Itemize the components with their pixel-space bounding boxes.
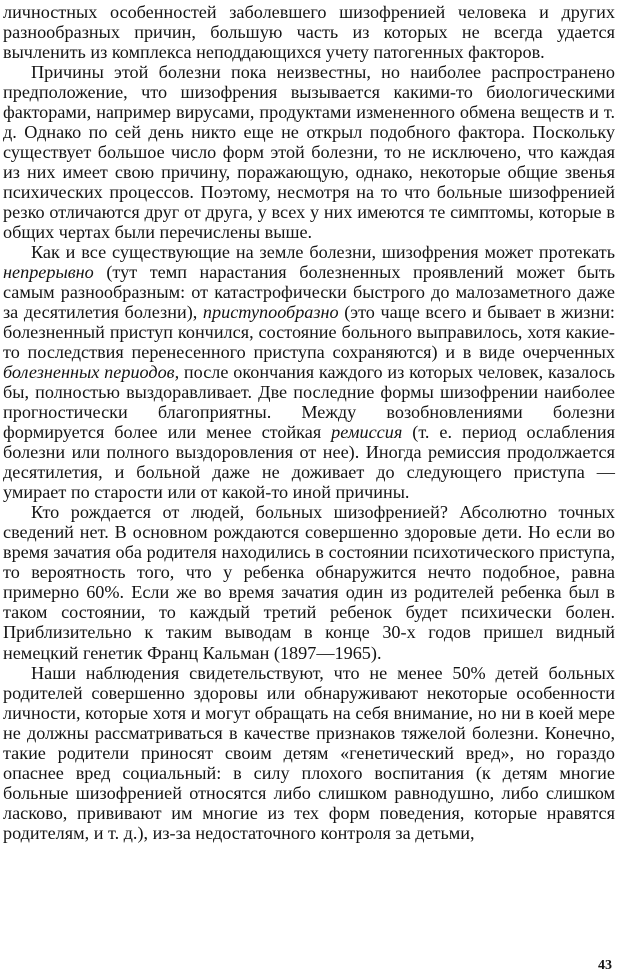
paragraph-1-text: личностных особенностей заболевшего шизофренией человека и других разнообразных причин, большую часть из которых не всегда удается вычленить из комплекса неподдающихся учету патогенных факторов. — [3, 2, 615, 63]
paragraph-3-text-2: (тут темп нарастания болезненных проявлений может быть самым разнообразным: от катастрофически быстрого до малозаметного даже за десятилетия болезни), — [3, 262, 615, 323]
paragraph-3-text-4: после окончания каждого из которых человек, казалось бы, полностью выздоравливает. Две последние формы шизофрении наиболее прогностически благоприятны. Между возобновлениями болезни формируется более или менее стойкая — [3, 362, 615, 443]
page-number: 43 — [598, 958, 612, 973]
paragraph-1 — [3, 2, 615, 62]
paragraph-4 — [3, 502, 615, 662]
paragraph-4-text: Кто рождается от людей, больных шизофренией? Абсолютно точных сведений нет. В основном рождаются совершенно здоровые дети. Но если во время зачатия оба родителя находились в состоянии психотического приступа, то вероятность того, что у ребенка обнаружится нечто подобное, равна примерно 60%. Если же во время зачатия один из родителей ребенка был в таком состоянии, то каждый третий ребенок будет психически болен. Приблизительно к таким выводам в конце 30-х годов пришел видный немецкий генетик Франц Кальман (1897—1965). — [3, 502, 615, 663]
paragraph-5 — [3, 663, 615, 843]
paragraph-2-text: Причины этой болезни пока неизвестны, но наиболее распространено предположение, что шизофрения вызывается какими-то биологическими факторами, например вирусами, продуктами измененного обмена веществ и т. д. Однако по сей день никто еще не открыл подобного фактора. Поскольку существует большое число форм этой болезни, то не исключено, что каждая из них имеет свою причину, поражающую, однако, некоторые общие звенья психических процессов. Поэтому, несмотря на то что больные шизофренией резко отличаются друг от друга, у всех у них имеются те симптомы, которые в общих чертах были перечислены выше. — [3, 62, 615, 243]
term-remission: ремиссия — [331, 422, 403, 443]
body-text — [3, 2, 615, 843]
term-continuous: непрерывно — [3, 262, 94, 283]
term-disease-periods: болезненных периодов, — [3, 362, 180, 383]
term-paroxysmal: приступообразно — [202, 302, 339, 323]
paragraph-5-text: Наши наблюдения свидетельствуют, что не менее 50% детей больных родителей совершенно здоровы или обнаруживают некоторые особенности личности, которые хотя и могут обращать на себя внимание, но ни в коей мере не должны рассматриваться в качестве признаков тяжелой болезни. Конечно, такие родители приносят своим детям «генетический вред», но гораздо опаснее вред социальный: в силу плохого воспитания (к детям многие больные шизофренией относятся либо слишком равнодушно, либо слишком ласково, прививают им многие из тех форм поведения, которые нравятся родителям, и т. д.), из-за недостаточного контроля за детьми, — [3, 662, 615, 843]
paragraph-3 — [3, 242, 615, 502]
paragraph-2 — [3, 62, 615, 242]
paragraph-3-text-3: (это чаще всего и бывает в жизни: болезненный приступ кончился, состояние больного выправилось, хотя какие-то последствия перенесенного приступа сохраняются) и в виде очерченных — [3, 302, 615, 363]
paragraph-3-text-1: Как и все существующие на земле болезни, шизофрения может протекать — [31, 242, 615, 263]
paragraph-3-text-5: (т. е. период ослабления болезни или полного выздоровления от нее). Иногда ремиссия продолжается десятилетия, и больной даже не доживает до следующего приступа — умирает по старости или от какой-то иной причины. — [3, 422, 616, 503]
